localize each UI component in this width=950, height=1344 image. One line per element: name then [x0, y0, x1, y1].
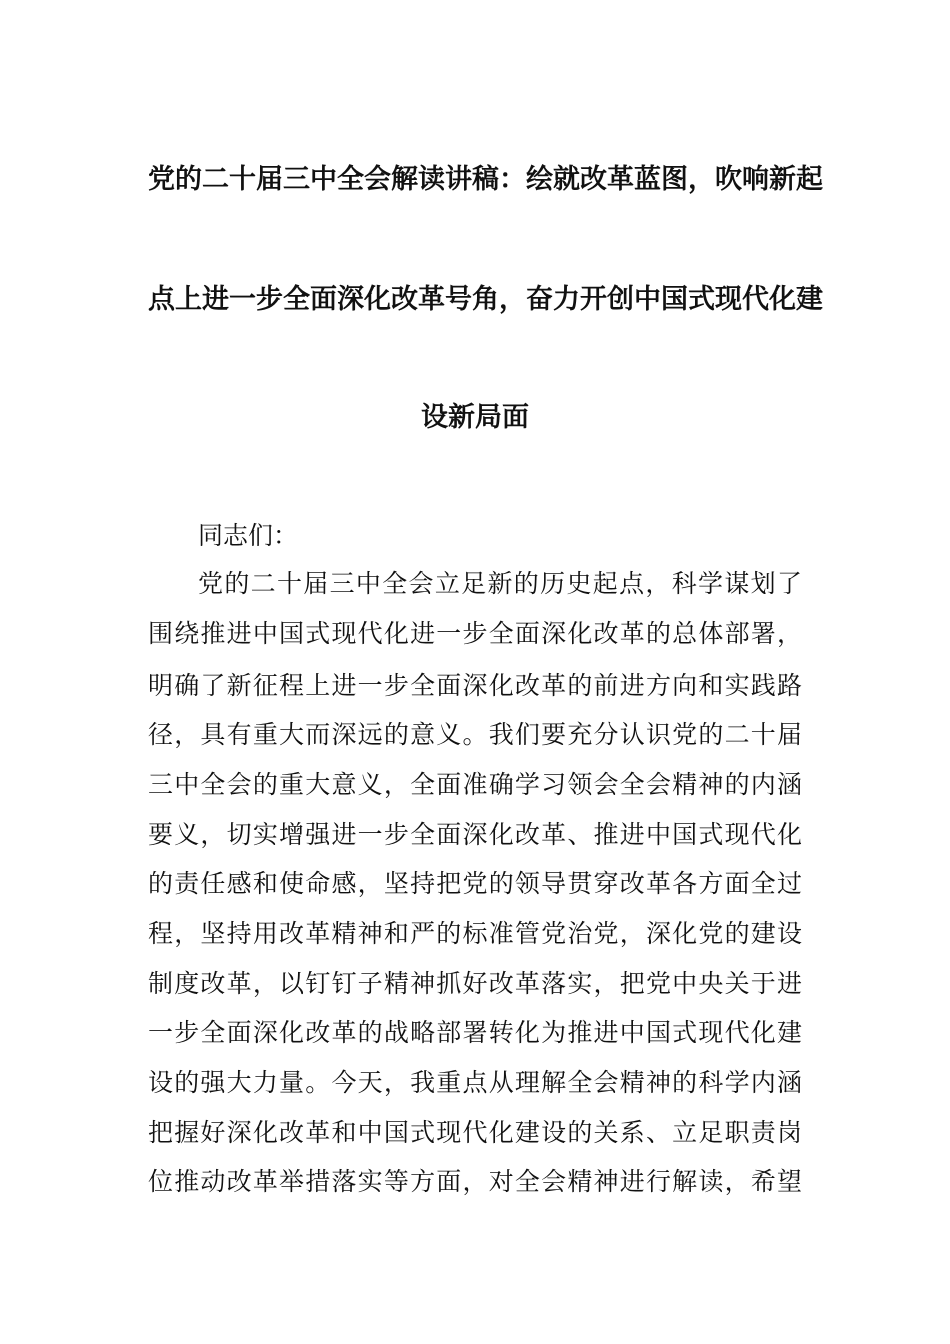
paragraph-line: 制度改革，以钉钉子精神抓好改革落实，把党中央关于进 [148, 969, 802, 998]
paragraph-line: 围绕推进中国式现代化进一步全面深化改革的总体部署， [148, 619, 802, 648]
paragraph-line: 程，坚持用改革精神和严的标准管党治党，深化党的建设 [148, 919, 802, 948]
paragraph-line: 要义，切实增强进一步全面深化改革、推进中国式现代化 [148, 820, 802, 849]
greeting: 同志们： [198, 521, 299, 550]
paragraph-line: 位推动改革举措落实等方面，对全会精神进行解读，希望 [148, 1167, 802, 1196]
title-line-3: 设新局面 [421, 402, 529, 433]
title-line-2: 点上进一步全面深化改革号角，奋力开创中国式现代化建 [148, 284, 823, 315]
paragraph-line: 把握好深化改革和中国式现代化建设的关系、立足职责岗 [148, 1118, 802, 1147]
paragraph-line: 三中全会的重大意义，全面准确学习领会全会精神的内涵 [148, 770, 802, 799]
paragraph-line: 的责任感和使命感，坚持把党的领导贯穿改革各方面全过 [148, 869, 802, 898]
title-line-1: 党的二十届三中全会解读讲稿：绘就改革蓝图，吹响新起 [148, 164, 823, 195]
paragraph-line: 径，具有重大而深远的意义。我们要充分认识党的二十届 [148, 720, 802, 749]
paragraph-line: 明确了新征程上进一步全面深化改革的前进方向和实践路 [148, 671, 802, 700]
paragraph-line: 设的强大力量。今天，我重点从理解全会精神的科学内涵 [148, 1068, 802, 1097]
paragraph-line: 党的二十届三中全会立足新的历史起点，科学谋划了 [198, 569, 802, 598]
paragraph-line: 一步全面深化改革的战略部署转化为推进中国式现代化建 [148, 1018, 802, 1047]
